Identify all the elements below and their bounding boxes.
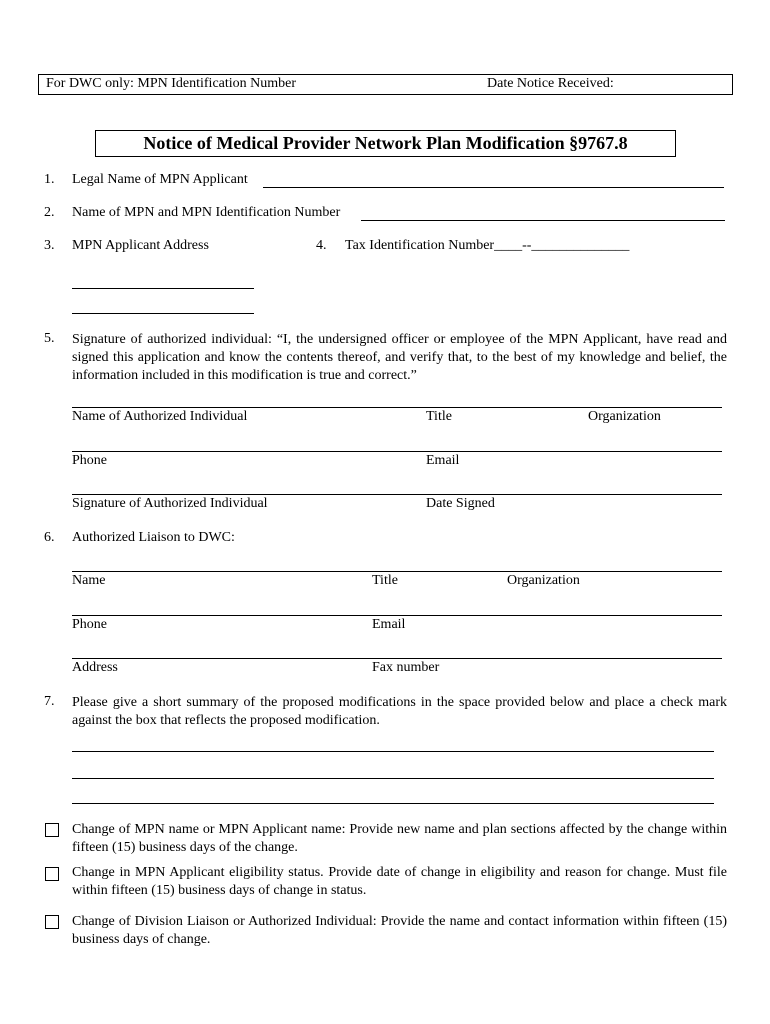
- summary-line-1[interactable]: [72, 751, 714, 752]
- item-5-number: 5.: [44, 331, 55, 346]
- liaison-email-label: Email: [372, 617, 406, 632]
- authorized-contact-line[interactable]: [72, 451, 722, 452]
- authorized-org-label: Organization: [588, 409, 661, 424]
- signature-label: Signature of Authorized Individual: [72, 496, 268, 511]
- liaison-name-label: Name: [72, 573, 106, 588]
- mpn-name-label: Name of MPN and MPN Identification Number: [72, 205, 341, 220]
- address-line-2[interactable]: [72, 313, 254, 314]
- tax-id-label: Tax Identification Number____--______________: [345, 238, 630, 253]
- mpn-name-field[interactable]: [361, 220, 725, 221]
- name-change-text: Change of MPN name or MPN Applicant name: Provide new name and plan sections affected by the change within fifteen (15) business days of the change.: [72, 822, 727, 855]
- liaison-change-checkbox[interactable]: [45, 915, 59, 929]
- authorized-name-label: Name of Authorized Individual: [72, 409, 248, 424]
- legal-name-label: Legal Name of MPN Applicant: [72, 172, 248, 187]
- mpn-id-label: For DWC only: MPN Identification Number: [46, 76, 297, 91]
- summary-line-3[interactable]: [72, 803, 714, 804]
- item-3-number: 3.: [44, 238, 55, 253]
- date-received-label: Date Notice Received:: [487, 76, 614, 91]
- liaison-phone-label: Phone: [72, 617, 107, 632]
- item-7-number: 7.: [44, 694, 55, 709]
- authorized-phone-label: Phone: [72, 453, 107, 468]
- liaison-org-label: Organization: [507, 573, 580, 588]
- name-change-checkbox[interactable]: [45, 823, 59, 837]
- dwc-header-box: [38, 74, 733, 95]
- liaison-contact-line[interactable]: [72, 615, 722, 616]
- liaison-name-line[interactable]: [72, 571, 722, 572]
- page-title: Notice of Medical Provider Network Plan Modification §9767.8: [95, 130, 676, 157]
- item-1-number: 1.: [44, 172, 55, 187]
- liaison-label: Authorized Liaison to DWC:: [72, 530, 235, 545]
- liaison-title-label: Title: [372, 573, 398, 588]
- summary-line-2[interactable]: [72, 778, 714, 779]
- applicant-address-label: MPN Applicant Address: [72, 238, 209, 253]
- date-signed-label: Date Signed: [426, 496, 495, 511]
- eligibility-change-text: Change in MPN Applicant eligibility status. Provide date of change in eligibility and reason for change. Must file within fifteen (15) business days of change in status.: [72, 865, 727, 898]
- liaison-address-line[interactable]: [72, 658, 722, 659]
- authorized-title-label: Title: [426, 409, 452, 424]
- liaison-fax-label: Fax number: [372, 660, 440, 675]
- signature-line[interactable]: [72, 494, 722, 495]
- authorized-individual-line[interactable]: [72, 407, 722, 408]
- item-4-number: 4.: [316, 238, 327, 253]
- eligibility-change-checkbox[interactable]: [45, 867, 59, 881]
- attestation-text: Signature of authorized individual: “I, the undersigned officer or employee of the MPN Applicant, have read and signed this application and know the contents thereof, and verify that, to the best of my knowledge and belief, the information included in this modification is true and correct.”: [72, 332, 727, 383]
- summary-instructions: Please give a short summary of the proposed modifications in the space provided below and place a check mark against the box that reflects the proposed modification.: [72, 695, 727, 728]
- authorized-email-label: Email: [426, 453, 460, 468]
- address-line-1[interactable]: [72, 288, 254, 289]
- liaison-address-label: Address: [72, 660, 118, 675]
- item-6-number: 6.: [44, 530, 55, 545]
- legal-name-field[interactable]: [263, 187, 724, 188]
- item-2-number: 2.: [44, 205, 55, 220]
- liaison-change-text: Change of Division Liaison or Authorized Individual: Provide the name and contact information within fifteen (15) business days of change.: [72, 914, 727, 947]
